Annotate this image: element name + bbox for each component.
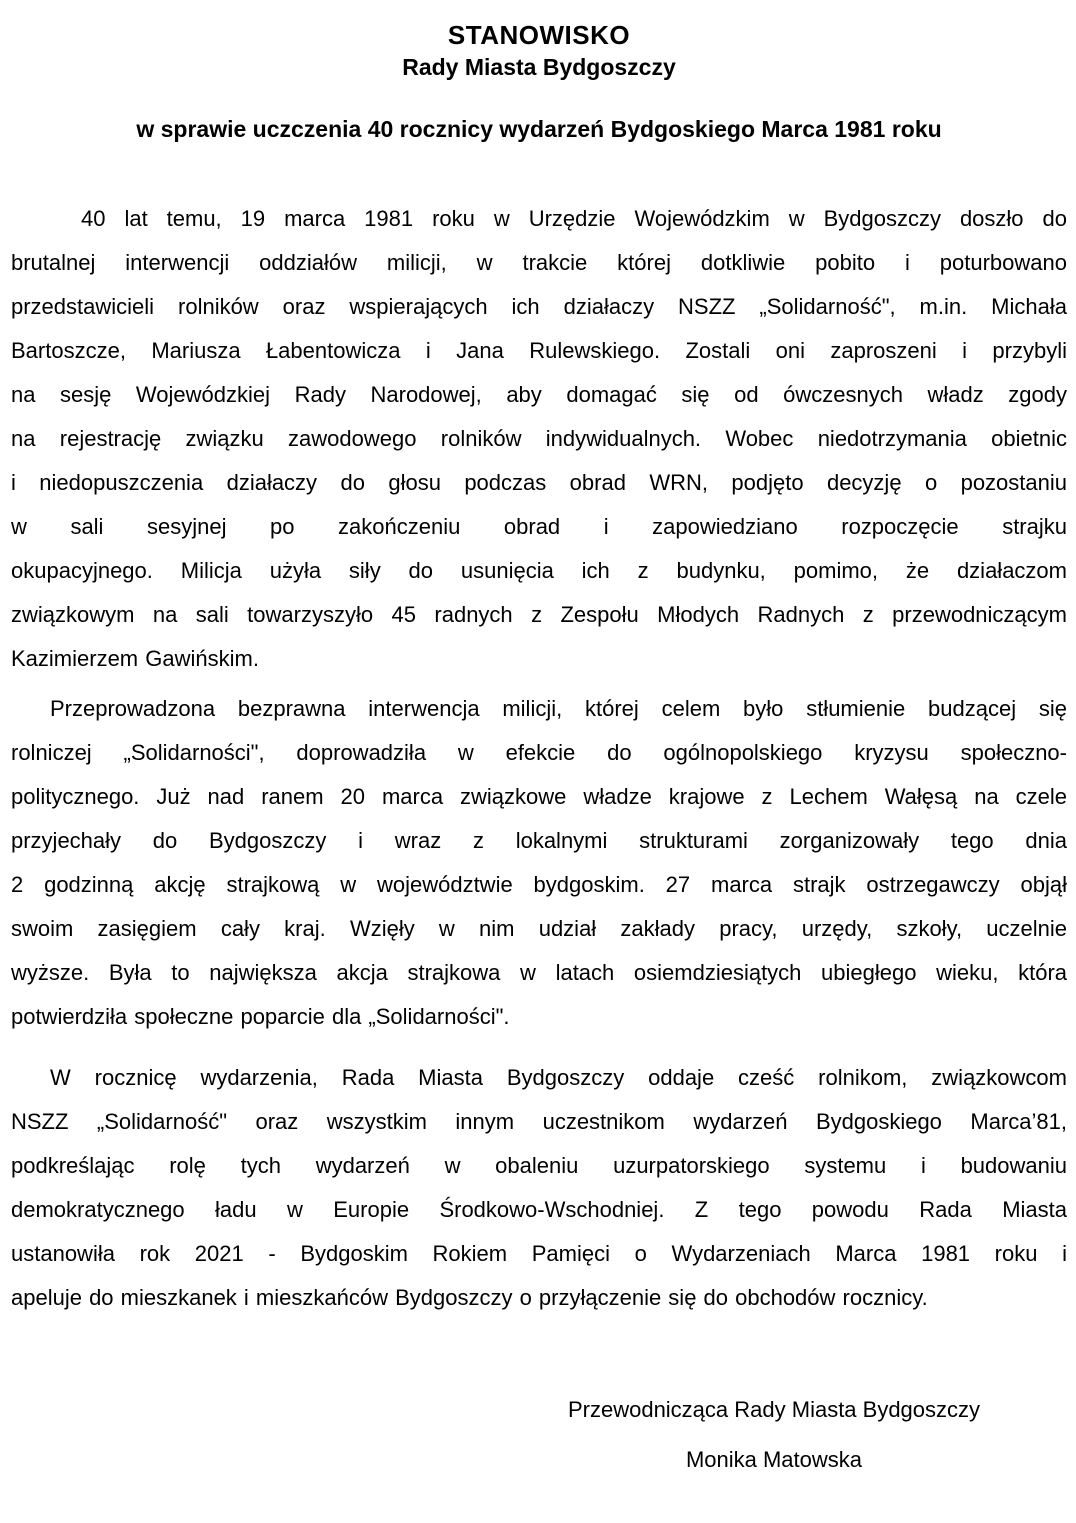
signature-block	[11, 1385, 1067, 1485]
paragraph-line: przedstawicieli rolników oraz wspierających ich działaczy NSZZ „Solidarność", m.in. Michała	[11, 294, 1067, 319]
paragraph-1	[11, 197, 1067, 681]
paragraph-line: na sesję Wojewódzkiej Rady Narodowej, aby domagać się od ówczesnych władz zgody	[11, 382, 1067, 407]
title-block	[11, 19, 1067, 83]
paragraph-line: Bartoszcze, Mariusza Łabentowicza i Jana Rulewskiego. Zostali oni zaproszeni i przybyli	[11, 338, 1067, 363]
paragraph-line: podkreślając rolę tych wydarzeń w obaleniu uzurpatorskiego systemu i budowaniu	[11, 1153, 1067, 1178]
paragraph-line: politycznego. Już nad ranem 20 marca związkowe władze krajowe z Lechem Wałęsą na czele	[11, 784, 1067, 809]
document-title: STANOWISKO	[447, 20, 631, 50]
paragraph-line: swoim zasięgiem cały kraj. Wzięły w nim udział zakłady pracy, urzędy, szkoły, uczelnie	[11, 916, 1067, 941]
paragraph-line: ustanowiła rok 2021 - Bydgoskim Rokiem Pamięci o Wydarzeniach Marca 1981 roku i	[11, 1241, 1067, 1266]
paragraph-line: demokratycznego ładu w Europie Środkowo-Wschodniej. Z tego powodu Rada Miasta	[11, 1197, 1067, 1222]
paragraph-line: na rejestrację związku zawodowego rolników indywidualnych. Wobec niedotrzymania obietnic	[11, 426, 1067, 451]
paragraph-line: wyższe. Była to największa akcja strajkowa w latach osiemdziesiątych ubiegłego wieku, która	[11, 960, 1067, 985]
paragraph-3	[11, 1056, 1067, 1320]
paragraph-line: NSZZ „Solidarność" oraz wszystkim innym uczestnikom wydarzeń Bydgoskiego Marca’81,	[11, 1109, 1067, 1134]
paragraph-line: i niedopuszczenia działaczy do głosu podczas obrad WRN, podjęto decyzję o pozostaniu	[11, 470, 1067, 495]
paragraph-line: 2 godzinną akcję strajkową w województwie bydgoskim. 27 marca strajk ostrzegawczy objął	[11, 872, 1067, 897]
paragraph-2	[11, 687, 1067, 1039]
paragraph-line: brutalnej interwencji oddziałów milicji, w trakcie której dotkliwie pobito i poturbowano	[11, 250, 1067, 275]
signature-role: Przewodnicząca Rady Miasta Bydgoszczy	[567, 1397, 981, 1422]
paragraph-line: Przeprowadzona bezprawna interwencja milicji, której celem było stłumienie budzącej się	[50, 696, 1067, 721]
paragraph-line: 40 lat temu, 19 marca 1981 roku w Urzędzie Wojewódzkim w Bydgoszczy doszło do	[81, 206, 1067, 231]
paragraph-line: rolniczej „Solidarności", doprowadziła w efekcie do ogólnopolskiego kryzysu społeczno-	[11, 740, 1067, 765]
paragraph-line: Kazimierzem Gawińskim.	[11, 646, 259, 671]
paragraph-line: apeluje do mieszkanek i mieszkańców Bydgoszczy o przyłączenie się do obchodów rocznicy.	[11, 1285, 928, 1310]
paragraph-line: przyjechały do Bydgoszczy i wraz z lokalnymi strukturami zorganizowały tego dnia	[11, 828, 1067, 853]
paragraph-line: potwierdziła społeczne poparcie dla „Solidarności".	[11, 1004, 510, 1029]
paragraph-line: W rocznicę wydarzenia, Rada Miasta Bydgoszczy oddaje cześć rolnikom, związkowcom	[50, 1065, 1067, 1090]
document-subject: w sprawie uczczenia 40 rocznicy wydarzeń Bydgoskiego Marca 1981 roku	[136, 116, 942, 142]
paragraph-line: związkowym na sali towarzyszyło 45 radnych z Zespołu Młodych Radnych z przewodniczącym	[11, 602, 1067, 627]
document-body	[11, 197, 1067, 1320]
signature-name: Monika Matowska	[685, 1447, 863, 1472]
paragraph-line: w sali sesyjnej po zakończeniu obrad i zapowiedziano rozpoczęcie strajku	[11, 514, 1067, 539]
document-subtitle: Rady Miasta Bydgoszczy	[402, 54, 676, 80]
paragraph-line: okupacyjnego. Milicja użyła siły do usunięcia ich z budynku, pomimo, że działaczom	[11, 558, 1067, 583]
